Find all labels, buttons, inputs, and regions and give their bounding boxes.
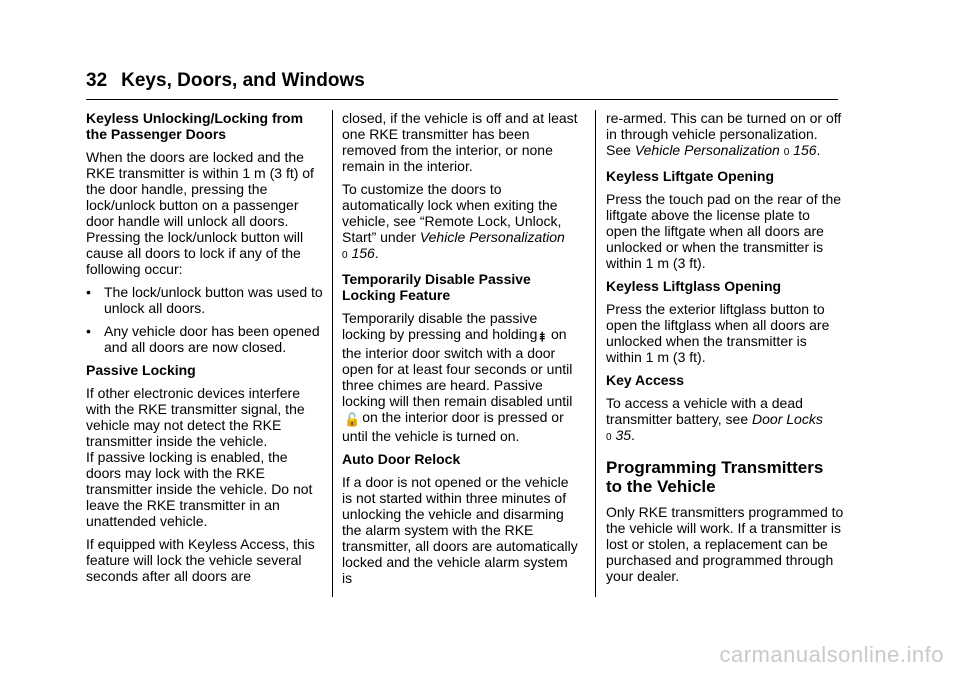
subheading-temporarily-disable: Temporarily Disable Passive Locking Feature [342, 271, 531, 303]
chapter-title: Keys, Doors, and Windows [121, 70, 365, 91]
text: on the interior door switch with a door open for at least four seconds or until three chimes are heard. Passive locking will then remain disabled until [342, 326, 573, 409]
column-1 [86, 110, 324, 591]
paragraph: If equipped with Keyless Access, this feature will lock the vehicle several seconds after all doors are [86, 536, 315, 584]
header-rule [86, 99, 838, 100]
subheading-auto-door-relock: Auto Door Relock [342, 451, 461, 467]
page-number: 32 [86, 70, 108, 91]
cross-reference-link[interactable]: Vehicle Personalization [419, 229, 565, 245]
bullet-icon: • [86, 323, 91, 339]
subheading-keyless-unlocking: Keyless Unlocking/Locking from the Passenger Doors [86, 110, 304, 142]
subheading-passive-locking: Passive Locking [86, 362, 196, 378]
paragraph: If a door is not opened or the vehicle is not started within three minutes of unlocking the vehicle and disarming the alarm system with the RKE transmitter, all doors are automatically locked and the vehicle alarm system is [342, 474, 578, 586]
paragraph-customize: To customize the doors to automatically lock when exiting the vehicle, see “Remote Lock, Unlock, Start” under Vehicle Personalization 0 156. [342, 181, 565, 261]
subheading-keyless-liftgate: Keyless Liftgate Opening [606, 168, 775, 184]
page-reference[interactable]: 156 [793, 142, 817, 158]
cross-reference-link[interactable]: Door Locks [752, 411, 823, 427]
page-ref-arrow-icon: 0 [783, 147, 790, 158]
text: on the interior door is pressed or until the vehicle is turned on. [342, 409, 564, 444]
unlock-button-icon: 🔓 [344, 412, 361, 427]
bullet-item [86, 284, 324, 316]
paragraph-disable-passive [342, 310, 580, 444]
paragraph: If other electronic devices interfere with the RKE transmitter signal, the vehicle may not detect the RKE transmitter inside the vehicle. [86, 385, 305, 449]
bullet-text: Any vehicle door has been opened and all doors are now closed. [104, 323, 320, 355]
text: re-armed. This can be turned on or off in through vehicle personalization. See [606, 110, 842, 158]
subheading-key-access: Key Access [606, 372, 685, 388]
text: Temporarily disable the passive locking by pressing and holding [342, 310, 538, 342]
column-divider-1 [332, 110, 333, 597]
watermark: carmanualsonline.info [719, 642, 944, 667]
page-header [86, 70, 365, 92]
paragraph-key-access: To access a vehicle with a dead transmitter battery, see Door Locks 0 35. [606, 395, 823, 443]
cross-reference-link[interactable]: Vehicle Personalization [634, 142, 780, 158]
column-2 [342, 110, 580, 593]
paragraph: Only RKE transmitters programmed to the vehicle will work. If a transmitter is lost or stolen, a replacement can be purchased and programmed through your dealer. [606, 504, 844, 584]
page-ref-arrow-icon: 0 [606, 432, 612, 443]
text: To access a vehicle with a dead transmitter battery, see [606, 395, 803, 427]
paragraph: When the doors are locked and the RKE transmitter is within 1 m (3 ft) of the door handle, pressing the lock/unlock button on a passenger door handle will unlock all doors. Pressing the lock/unlock button will cause all doors to lock if any of the following occur: [86, 149, 314, 277]
paragraph: Press the exterior liftglass button to open the liftglass when all doors are unlocked when the transmitter is within 1 m (3 ft). [606, 301, 830, 365]
page-ref-arrow-icon: 0 [342, 250, 348, 261]
page-reference[interactable]: 156 [351, 245, 375, 261]
section-heading-programming: Programming Transmitters to the Vehicle [606, 458, 824, 496]
subheading-keyless-liftglass: Keyless Liftglass Opening [606, 278, 782, 294]
text: To customize the doors to automatically lock when exiting the vehicle, see “Remote Lock, Unlock, Start” under [342, 181, 562, 245]
paragraph: Press the touch pad on the rear of the liftgate above the license plate to open the liftgate when all doors are unlocked or when the transmitter is within 1 m (3 ft). [606, 191, 842, 271]
bullet-text: The lock/unlock button was used to unlock all doors. [104, 284, 323, 316]
page-reference[interactable]: 35 [615, 427, 632, 443]
lock-button-icon: ⯒ [539, 329, 546, 344]
bullet-item [86, 323, 324, 355]
paragraph-rearmed: re-armed. This can be turned on or off in through vehicle personalization. See Vehicle Personalization 0 156. [606, 110, 842, 158]
column-divider-2 [595, 110, 596, 597]
column-3 [606, 110, 844, 591]
paragraph: closed, if the vehicle is off and at least one RKE transmitter has been removed from the interior, or none remain in the interior. [342, 110, 578, 174]
bullet-icon: • [86, 284, 91, 300]
paragraph: If passive locking is enabled, the doors may lock with the RKE transmitter inside the vehicle. Do not leave the RKE transmitter in an unattended vehicle. [86, 449, 313, 529]
